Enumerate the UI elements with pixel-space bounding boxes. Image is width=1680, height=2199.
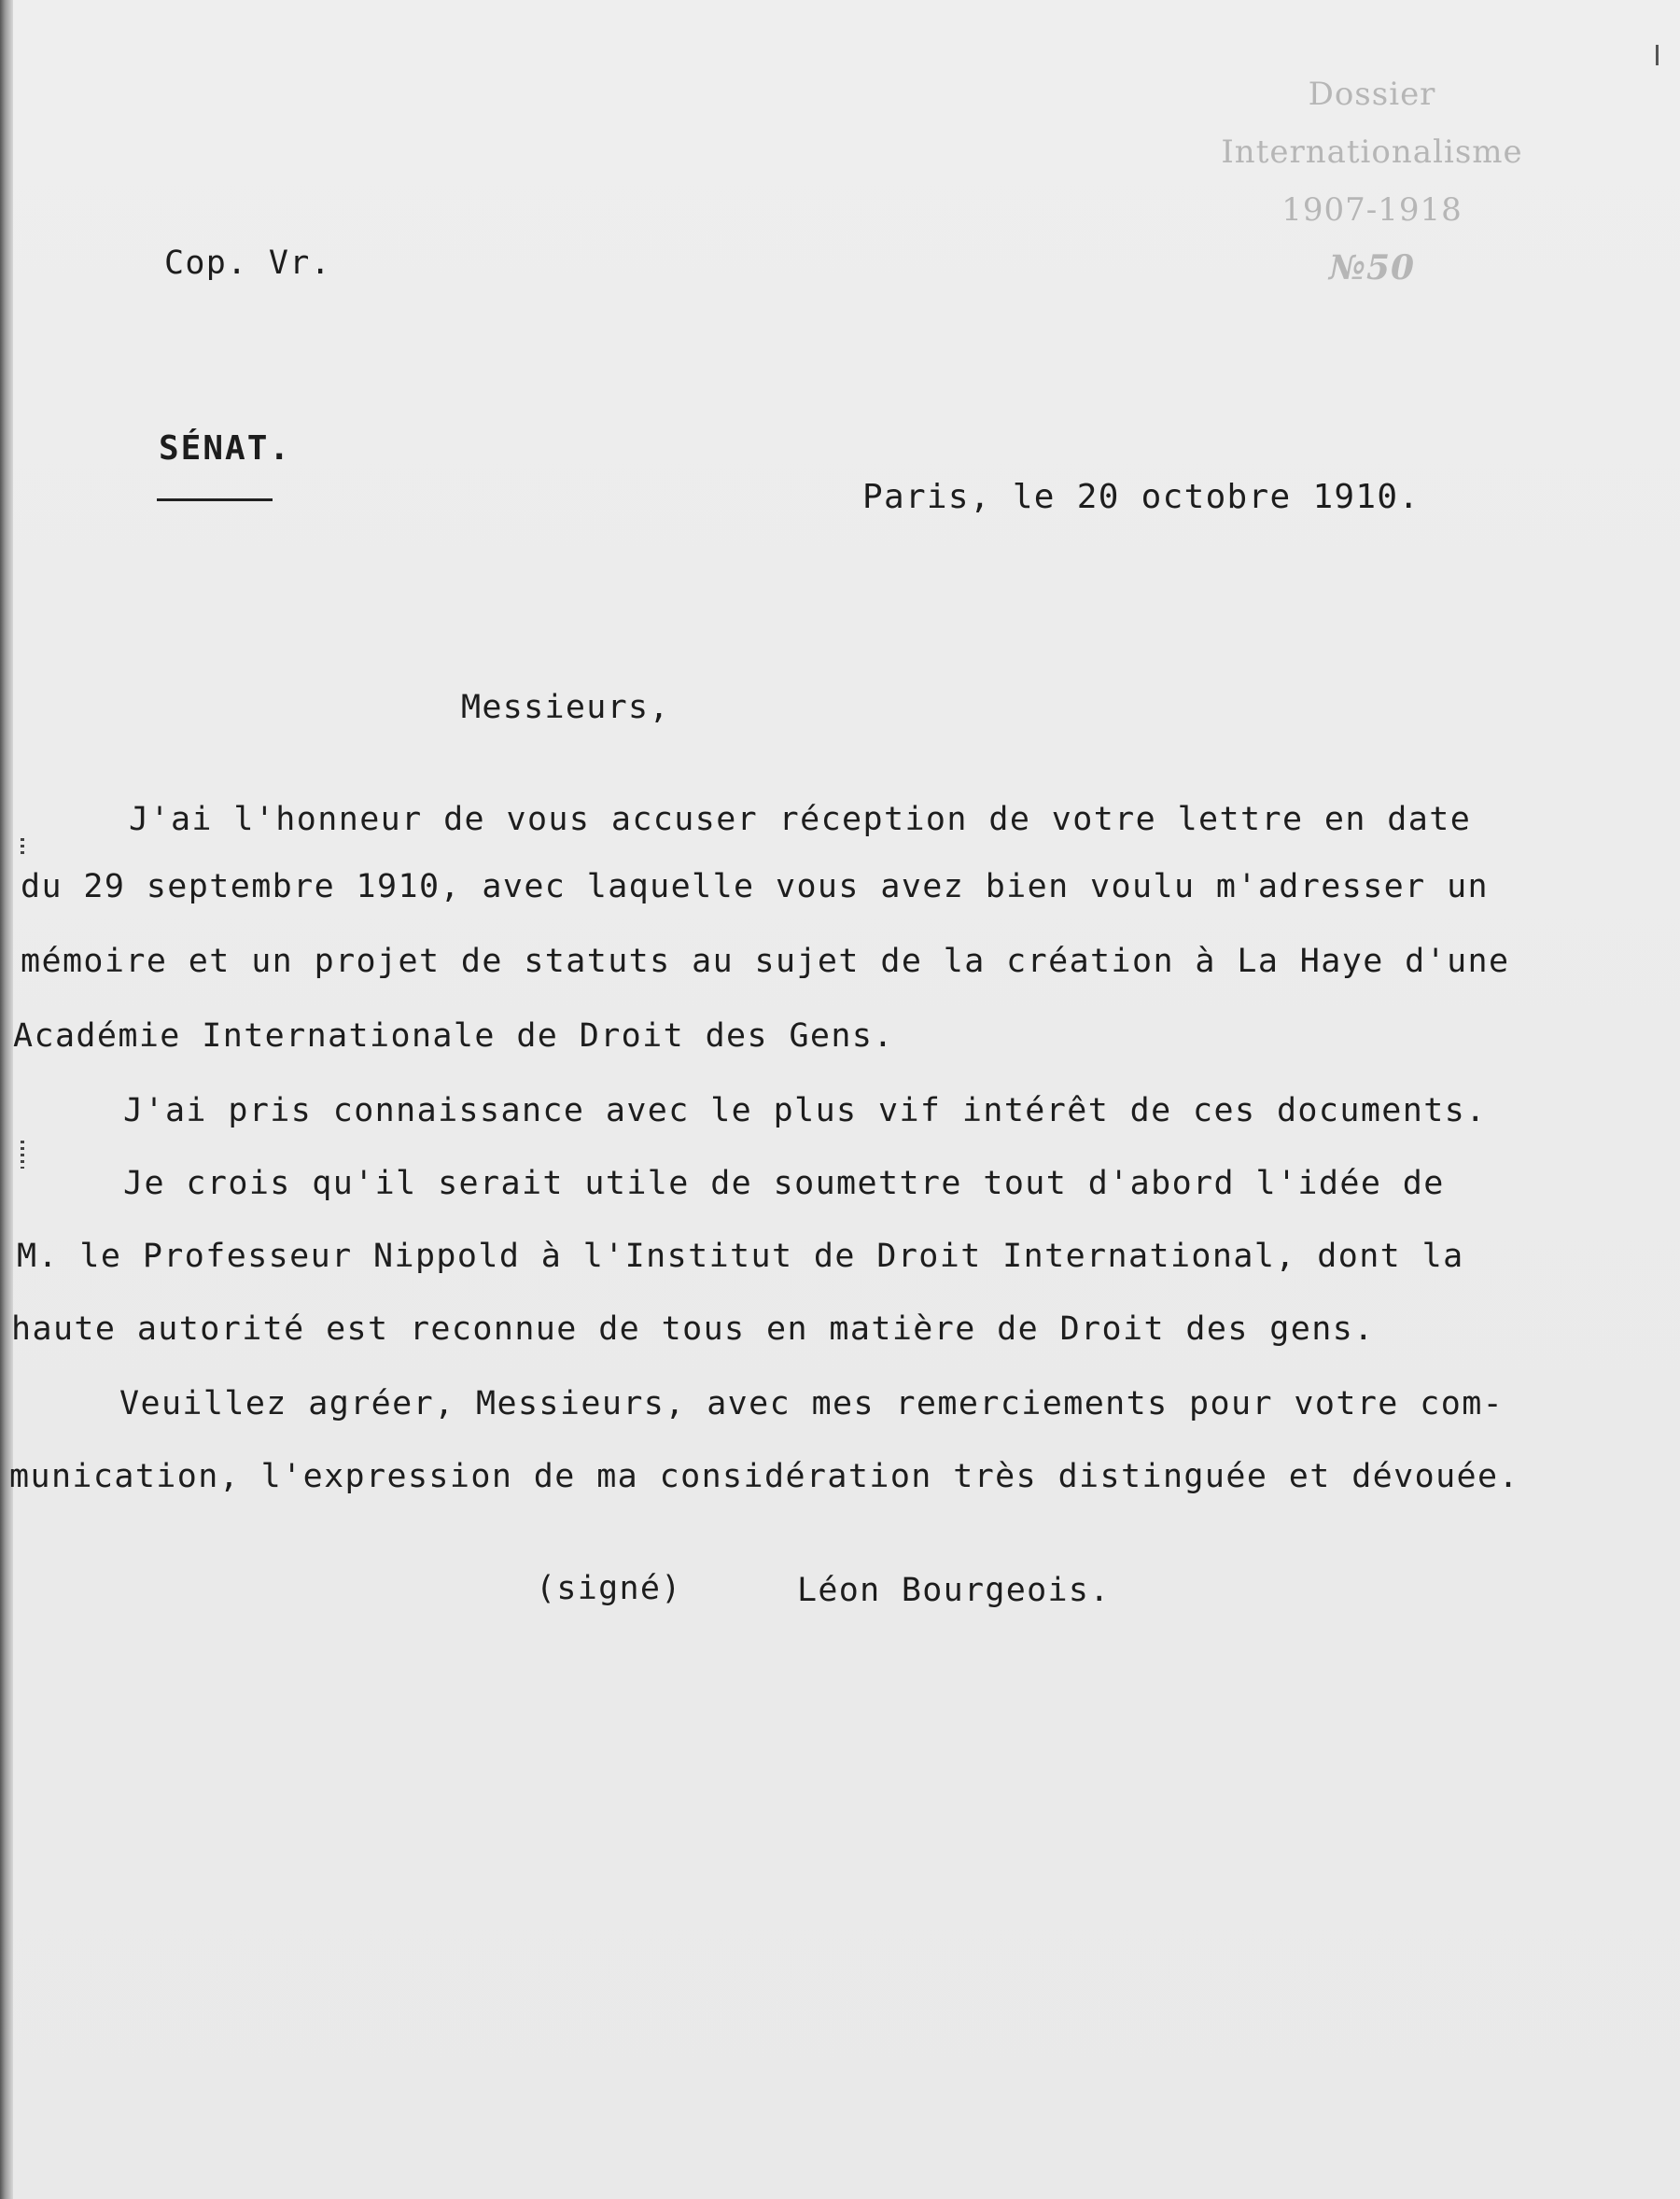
body-line: J'ai l'honneur de vous accuser réception de votre lettre en date [129,801,1472,838]
signature: Léon Bourgeois. [797,1572,1111,1609]
body-line: munication, l'expression de ma considération très distinguée et dévouée. [9,1458,1519,1495]
stamp-number: №50 [1328,248,1416,287]
scan-mark [1656,45,1659,65]
body-line: haute autorité est reconnue de tous en matière de Droit des gens. [11,1310,1375,1348]
stamp-line-1: Dossier [1308,76,1436,113]
body-line: Veuillez agréer, Messieurs, avec mes remerciements pour votre com- [119,1385,1505,1422]
body-line: du 29 septembre 1910, avec laquelle vous avez bien voulu m'adresser un [21,868,1490,905]
body-line: Je crois qu'il serait utile de soumettre tout d'abord l'idée de [123,1165,1445,1202]
signed-label: (signé) [536,1570,682,1607]
stamp-line-2: Internationalisme [1221,133,1523,171]
scan-left-edge [0,0,13,2199]
stamp-line-3: 1907-1918 [1281,191,1463,229]
margin-ink-mark [21,1141,24,1169]
body-line: J'ai pris connaissance avec le plus vif intérêt de ces documents. [123,1092,1487,1129]
institution-heading: SÉNAT. [159,429,292,468]
archive-stamp [1157,65,1587,297]
copy-note: Cop. Vr. [164,245,331,282]
place-date: Paris, le 20 octobre 1910. [862,478,1421,516]
heading-underline [157,498,273,501]
margin-ink-mark [21,838,24,855]
body-line: mémoire et un projet de statuts au sujet de la création à La Haye d'une [21,943,1510,980]
salutation: Messieurs, [461,689,670,726]
body-line: Académie Internationale de Droit des Gens. [13,1017,894,1055]
body-line: M. le Professeur Nippold à l'Institut de Droit International, dont la [17,1238,1464,1275]
